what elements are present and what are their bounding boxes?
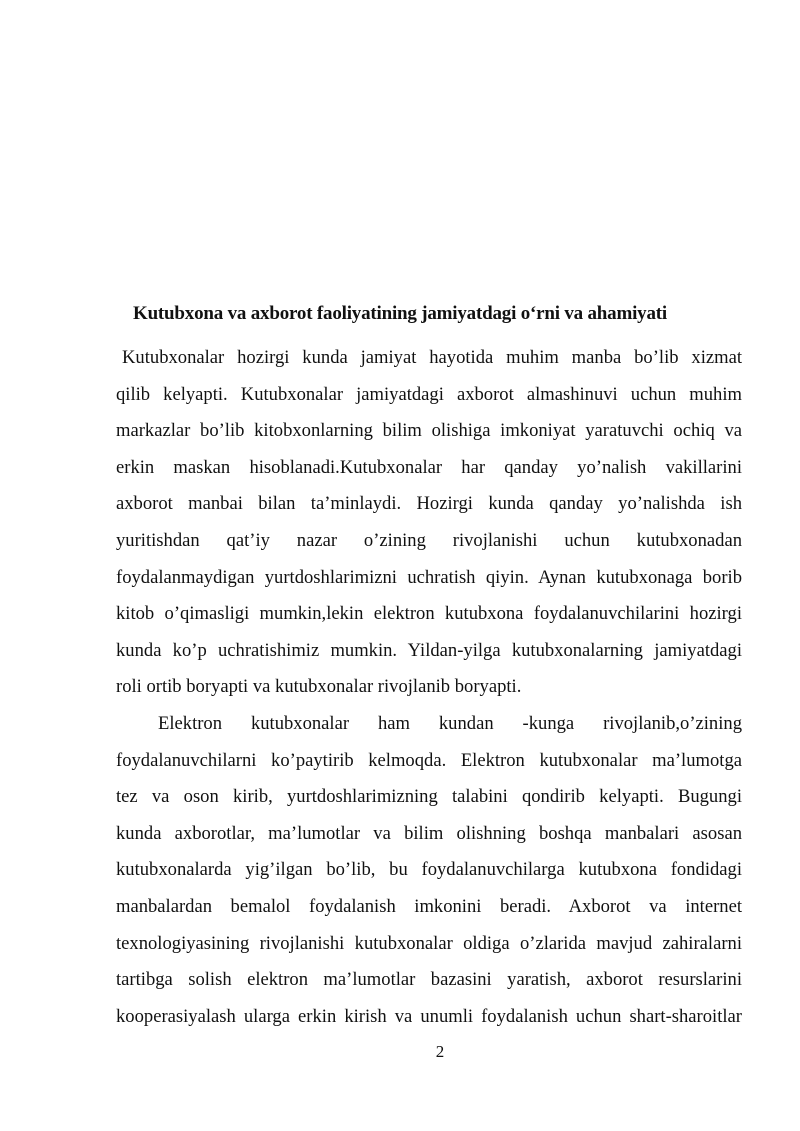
- paragraph-1-line: erkin maskan hisoblanadi.Kutubxonalar har qanday yo’nalish vakillarini: [116, 456, 742, 478]
- paragraph-1-line: roli ortib boryapti va kutubxonalar rivojlanib boryapti.: [116, 676, 522, 698]
- paragraph-2-line: foydalanuvchilarni ko’paytirib kelmoqda. Elektron kutubxonalar ma’lumotga: [116, 749, 742, 771]
- paragraph-1-line: foydalanmaydigan yurtdoshlarimizni uchratish qiyin. Aynan kutubxonaga borib: [116, 566, 742, 588]
- paragraph-1-line: kitob o’qimasligi mumkin,lekin elektron kutubxona foydalanuvchilarini hozirgi: [116, 603, 742, 625]
- paragraph-2-line: kunda axborotlar, ma’lumotlar va bilim olishning boshqa manbalari asosan: [116, 822, 742, 844]
- paragraph-1-line: yuritishdan qat’iy nazar o’zining rivojlanishi uchun kutubxonadan: [116, 529, 742, 551]
- paragraph-2-line: tez va oson kirib, yurtdoshlarimizning talabini qondirib kelyapti. Bugungi: [116, 786, 742, 808]
- paragraph-2-line: kooperasiyalash ularga erkin kirish va unumli foydalanish uchun shart-sharoitlar: [116, 1005, 742, 1027]
- paragraph-1-line: qilib kelyapti. Kutubxonalar jamiyatdagi axborot almashinuvi uchun muhim: [116, 383, 742, 405]
- document-body: [116, 340, 742, 1035]
- paragraph-2-line: Elektron kutubxonalar ham kundan -kunga rivojlanib,o’zining: [158, 712, 742, 734]
- paragraph-1-line: kunda ko’p uchratishimiz mumkin. Yildan-yilga kutubxonalarning jamiyatdagi: [116, 639, 742, 661]
- paragraph-2-line: kutubxonalarda yig’ilgan bo’lib, bu foydalanuvchilarga kutubxona fondidagi: [116, 859, 742, 881]
- paragraph-2-line: tartibga solish elektron ma’lumotlar bazasini yaratish, axborot resurslarini: [116, 969, 742, 991]
- paragraph-1-line: markazlar bo’lib kitobxonlarning bilim olishiga imkoniyat yaratuvchi ochiq va: [116, 420, 742, 442]
- page-number: 2: [435, 1042, 445, 1061]
- paragraph-1-line: Kutubxonalar hozirgi kunda jamiyat hayotida muhim manba bo’lib xizmat: [122, 347, 742, 368]
- paragraph-1-line: axborot manbai bilan ta’minlaydi. Hozirgi kunda qanday yo’nalishda ish: [116, 493, 742, 515]
- paragraph-2-line: texnologiyasining rivojlanishi kutubxonalar oldiga o’zlarida mavjud zahiralarni: [116, 932, 742, 954]
- paragraph-2-line: manbalardan bemalol foydalanish imkonini beradi. Axborot va internet: [116, 895, 742, 917]
- document-title: Kutubxona va axborot faoliyatining jamiyatdagi o‘rni va ahamiyati: [132, 302, 667, 324]
